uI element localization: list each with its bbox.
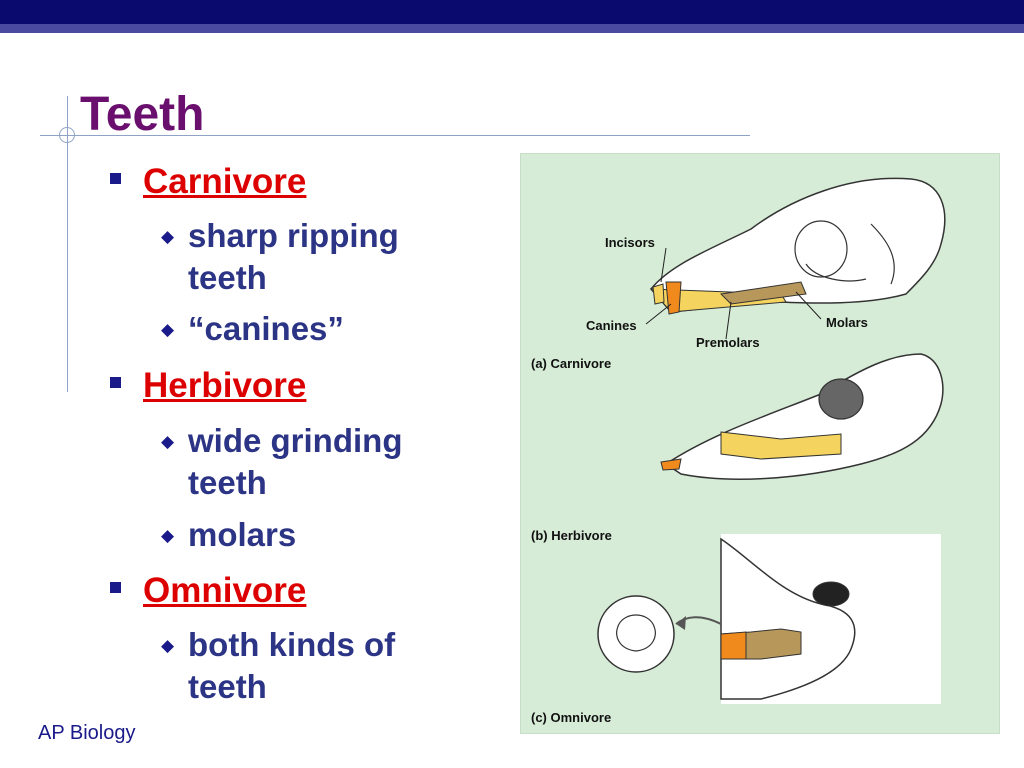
square-bullet-icon bbox=[110, 173, 121, 184]
sub-bullet-line: sharp ripping bbox=[188, 217, 399, 254]
label-molars: Molars bbox=[826, 315, 868, 330]
diamond-bullet-icon: ◆ bbox=[161, 227, 175, 246]
sub-bullet-line: “canines” bbox=[188, 310, 344, 347]
label-premolars: Premolars bbox=[696, 335, 760, 350]
skull-figure-panel bbox=[520, 153, 1000, 734]
diamond-bullet-icon: ◆ bbox=[161, 636, 175, 655]
bullet-carnivore: Carnivore bbox=[143, 162, 307, 201]
diamond-bullet-icon: ◆ bbox=[161, 432, 175, 451]
sub-bullet-line: molars bbox=[188, 516, 297, 553]
bullet-herbivore: Herbivore bbox=[143, 366, 307, 405]
caption-herbivore: (b) Herbivore bbox=[531, 528, 612, 543]
omnivore-skull bbox=[721, 534, 941, 704]
sub-bullet-line: teeth bbox=[188, 259, 267, 296]
skull-figure bbox=[521, 154, 999, 733]
sub-bullet-line: teeth bbox=[188, 464, 267, 501]
label-canines: Canines bbox=[586, 318, 637, 333]
diamond-bullet-icon: ◆ bbox=[161, 526, 175, 545]
diamond-bullet-icon: ◆ bbox=[161, 320, 175, 339]
slide-title: Teeth bbox=[80, 88, 205, 141]
caption-omnivore: (c) Omnivore bbox=[531, 710, 612, 725]
sub-bullet-line: teeth bbox=[188, 668, 267, 705]
top-bar bbox=[0, 0, 1024, 24]
label-incisors: Incisors bbox=[605, 235, 655, 250]
arrow-head-icon bbox=[676, 616, 686, 630]
top-bar-accent bbox=[0, 24, 1024, 33]
square-bullet-icon bbox=[110, 582, 121, 593]
square-bullet-icon bbox=[110, 377, 121, 388]
crosshair-circle bbox=[59, 127, 75, 143]
bullet-omnivore: Omnivore bbox=[143, 571, 307, 610]
sub-bullet-line: both kinds of bbox=[188, 626, 396, 663]
herbivore-skull bbox=[661, 354, 943, 479]
sub-bullet-line: wide grinding bbox=[188, 422, 403, 459]
caption-carnivore: (a) Carnivore bbox=[531, 356, 612, 371]
footer-label: AP Biology bbox=[38, 722, 136, 744]
molar-closeup bbox=[617, 615, 656, 651]
